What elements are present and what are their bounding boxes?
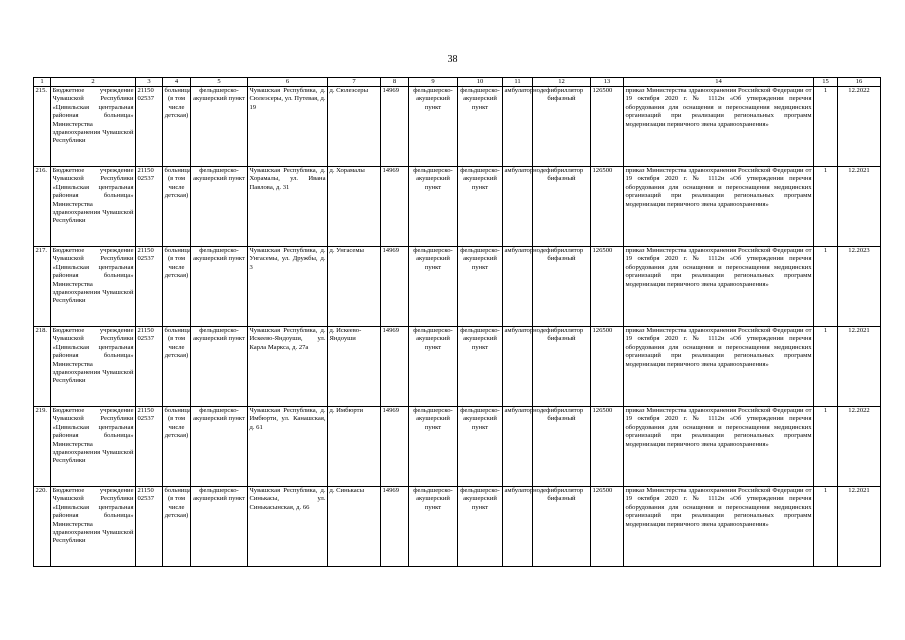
quantity-cell: 1 xyxy=(814,326,838,406)
legal-basis-cell: приказ Министерства здравоохранения Российской Федерации от 19 октября 2020 г. № 1112н «Об утверждении перечня оборудования для оснащения и переоснащения медицинских организаций при реализации региональных программ модернизации первичного звена здравоохранения» xyxy=(624,246,814,326)
quantity-cell: 1 xyxy=(814,166,838,246)
legal-basis-cell: приказ Министерства здравоохранения Российской Федерации от 19 октября 2020 г. № 1112н «Об утверждении перечня оборудования для оснащения и переоснащения медицинских организаций при реализации региональных программ модернизации первичного звена здравоохранения» xyxy=(624,166,814,246)
equipment-cell: дефибриллятор бифазный xyxy=(533,406,591,486)
table-row xyxy=(34,246,881,326)
locality-cell: д. Имбюрти xyxy=(328,406,381,486)
quantity-cell: 1 xyxy=(814,486,838,566)
locality-cell: д. Синькасы xyxy=(328,486,381,566)
equipment-cell: дефибриллятор бифазный xyxy=(533,326,591,406)
unit-from-cell: фельдшерско-акушерский пункт xyxy=(409,486,458,566)
unit-to-cell: фельдшерско-акушерский пункт xyxy=(458,326,503,406)
column-number: 6 xyxy=(248,78,328,87)
unit-to-cell: фельдшерско-акушерский пункт xyxy=(458,246,503,326)
facility-type-cell: больница (в том числе детская) xyxy=(163,86,191,166)
address-cell: Чувашская Республика, д. Сюлеэсеры, ул. Путевая, д. 19 xyxy=(248,86,328,166)
unit-from-cell: фельдшерско-акушерский пункт xyxy=(409,166,458,246)
locality-cell: д. Унгасемы xyxy=(328,246,381,326)
column-number: 5 xyxy=(191,78,248,87)
legal-basis-cell: приказ Министерства здравоохранения Российской Федерации от 19 октября 2020 г. № 1112н «Об утверждении перечня оборудования для оснащения и переоснащения медицинских организаций при реализации региональных программ модернизации первичного звена здравоохранения» xyxy=(624,486,814,566)
date-cell: 12.2021 xyxy=(838,486,881,566)
row-number: 216. xyxy=(34,166,51,246)
column-number: 15 xyxy=(814,78,838,87)
facility-type-cell: больница (в том числе детская) xyxy=(163,486,191,566)
column-number: 4 xyxy=(163,78,191,87)
address-cell: Чувашская Республика, д. Имбюрти, ул. Канашская, д. 61 xyxy=(248,406,328,486)
organization-cell: Бюджетное учреждение Чувашской Республики «Цивильская центральная районная больница» Министерства здравоохранения Чувашской Республики xyxy=(51,486,136,566)
page-number: 38 xyxy=(447,54,458,65)
date-cell: 12.2021 xyxy=(838,326,881,406)
legal-basis-cell: приказ Министерства здравоохранения Российской Федерации от 19 октября 2020 г. № 1112н «Об утверждении перечня оборудования для оснащения и переоснащения медицинских организаций при реализации региональных программ модернизации первичного звена здравоохранения» xyxy=(624,406,814,486)
column-number: 12 xyxy=(533,78,591,87)
code-cell: 21150 02537 xyxy=(136,246,163,326)
column-number: 1 xyxy=(34,78,51,87)
care-form-cell: амбулаторно xyxy=(503,166,533,246)
unit-cell: фельдшерско-акушерский пункт xyxy=(191,326,248,406)
date-cell: 12.2022 xyxy=(838,406,881,486)
equipment-cell: дефибриллятор бифазный xyxy=(533,86,591,166)
price-cell: 126500 xyxy=(591,86,624,166)
care-form-cell: амбулаторно xyxy=(503,246,533,326)
quantity-cell: 1 xyxy=(814,246,838,326)
organization-cell: Бюджетное учреждение Чувашской Республики «Цивильская центральная районная больница» Министерства здравоохранения Чувашской Республики xyxy=(51,406,136,486)
oktmo-cell: 14969 xyxy=(381,86,409,166)
row-number: 215. xyxy=(34,86,51,166)
unit-to-cell: фельдшерско-акушерский пункт xyxy=(458,406,503,486)
unit-to-cell: фельдшерско-акушерский пункт xyxy=(458,86,503,166)
locality-cell: д. Хорамалы xyxy=(328,166,381,246)
locality-cell: д. Сюлеэсеры xyxy=(328,86,381,166)
equipment-cell: дефибриллятор бифазный xyxy=(533,486,591,566)
care-form-cell: амбулаторно xyxy=(503,406,533,486)
column-number: 11 xyxy=(503,78,533,87)
address-cell: Чувашская Республика, д. Синькасы, ул. Синькасынская, д. 66 xyxy=(248,486,328,566)
column-number: 16 xyxy=(838,78,881,87)
equipment-table xyxy=(33,77,881,567)
organization-cell: Бюджетное учреждение Чувашской Республики «Цивильская центральная районная больница» Министерства здравоохранения Чувашской Республики xyxy=(51,326,136,406)
address-cell: Чувашская Республика, д. Хорамалы, ул. Ивана Павлова, д. 31 xyxy=(248,166,328,246)
row-number: 220. xyxy=(34,486,51,566)
code-cell: 21150 02537 xyxy=(136,166,163,246)
unit-cell: фельдшерско-акушерский пункт xyxy=(191,406,248,486)
unit-from-cell: фельдшерско-акушерский пункт xyxy=(409,406,458,486)
oktmo-cell: 14969 xyxy=(381,486,409,566)
code-cell: 21150 02537 xyxy=(136,326,163,406)
price-cell: 126500 xyxy=(591,486,624,566)
row-number: 218. xyxy=(34,326,51,406)
legal-basis-cell: приказ Министерства здравоохранения Российской Федерации от 19 октября 2020 г. № 1112н «Об утверждении перечня оборудования для оснащения и переоснащения медицинских организаций при реализации региональных программ модернизации первичного звена здравоохранения» xyxy=(624,86,814,166)
address-cell: Чувашская Республика, д. Искеево-Яндоуши, ул. Карла Маркса, д. 27а xyxy=(248,326,328,406)
column-number: 7 xyxy=(328,78,381,87)
table-row xyxy=(34,486,881,566)
column-number: 13 xyxy=(591,78,624,87)
equipment-cell: дефибриллятор бифазный xyxy=(533,166,591,246)
oktmo-cell: 14969 xyxy=(381,166,409,246)
column-number: 14 xyxy=(624,78,814,87)
organization-cell: Бюджетное учреждение Чувашской Республики «Цивильская центральная районная больница» Министерства здравоохранения Чувашской Республики xyxy=(51,166,136,246)
table-row xyxy=(34,86,881,166)
price-cell: 126500 xyxy=(591,246,624,326)
date-cell: 12.2023 xyxy=(838,246,881,326)
care-form-cell: амбулаторно xyxy=(503,86,533,166)
unit-from-cell: фельдшерско-акушерский пункт xyxy=(409,326,458,406)
date-cell: 12.2022 xyxy=(838,86,881,166)
organization-cell: Бюджетное учреждение Чувашской Республики «Цивильская центральная районная больница» Министерства здравоохранения Чувашской Республики xyxy=(51,246,136,326)
care-form-cell: амбулаторно xyxy=(503,326,533,406)
equipment-cell: дефибриллятор бифазный xyxy=(533,246,591,326)
code-cell: 21150 02537 xyxy=(136,406,163,486)
care-form-cell: амбулаторно xyxy=(503,486,533,566)
oktmo-cell: 14969 xyxy=(381,406,409,486)
unit-from-cell: фельдшерско-акушерский пункт xyxy=(409,86,458,166)
quantity-cell: 1 xyxy=(814,86,838,166)
facility-type-cell: больница (в том числе детская) xyxy=(163,326,191,406)
unit-cell: фельдшерско-акушерский пункт xyxy=(191,486,248,566)
code-cell: 21150 02537 xyxy=(136,86,163,166)
oktmo-cell: 14969 xyxy=(381,326,409,406)
column-number: 9 xyxy=(409,78,458,87)
locality-cell: д. Искеево-Яндоуши xyxy=(328,326,381,406)
organization-cell: Бюджетное учреждение Чувашской Республики «Цивильская центральная районная больница» Министерства здравоохранения Чувашской Республики xyxy=(51,86,136,166)
column-number: 8 xyxy=(381,78,409,87)
unit-cell: фельдшерско-акушерский пункт xyxy=(191,166,248,246)
unit-cell: фельдшерско-акушерский пункт xyxy=(191,246,248,326)
row-number: 217. xyxy=(34,246,51,326)
facility-type-cell: больница (в том числе детская) xyxy=(163,246,191,326)
price-cell: 126500 xyxy=(591,326,624,406)
price-cell: 126500 xyxy=(591,406,624,486)
column-number: 2 xyxy=(51,78,136,87)
oktmo-cell: 14969 xyxy=(381,246,409,326)
quantity-cell: 1 xyxy=(814,406,838,486)
legal-basis-cell: приказ Министерства здравоохранения Российской Федерации от 19 октября 2020 г. № 1112н «Об утверждении перечня оборудования для оснащения и переоснащения медицинских организаций при реализации региональных программ модернизации первичного звена здравоохранения» xyxy=(624,326,814,406)
address-cell: Чувашская Республика, д. Унгасемы, ул. Дружбы, д. 3 xyxy=(248,246,328,326)
facility-type-cell: больница (в том числе детская) xyxy=(163,406,191,486)
facility-type-cell: больница (в том числе детская) xyxy=(163,166,191,246)
table-row xyxy=(34,326,881,406)
column-number: 3 xyxy=(136,78,163,87)
unit-to-cell: фельдшерско-акушерский пункт xyxy=(458,486,503,566)
date-cell: 12.2021 xyxy=(838,166,881,246)
column-number: 10 xyxy=(458,78,503,87)
price-cell: 126500 xyxy=(591,166,624,246)
table-row xyxy=(34,406,881,486)
row-number: 219. xyxy=(34,406,51,486)
code-cell: 21150 02537 xyxy=(136,486,163,566)
column-number-row xyxy=(34,78,881,87)
unit-from-cell: фельдшерско-акушерский пункт xyxy=(409,246,458,326)
unit-to-cell: фельдшерско-акушерский пункт xyxy=(458,166,503,246)
table-row xyxy=(34,166,881,246)
unit-cell: фельдшерско-акушерский пункт xyxy=(191,86,248,166)
